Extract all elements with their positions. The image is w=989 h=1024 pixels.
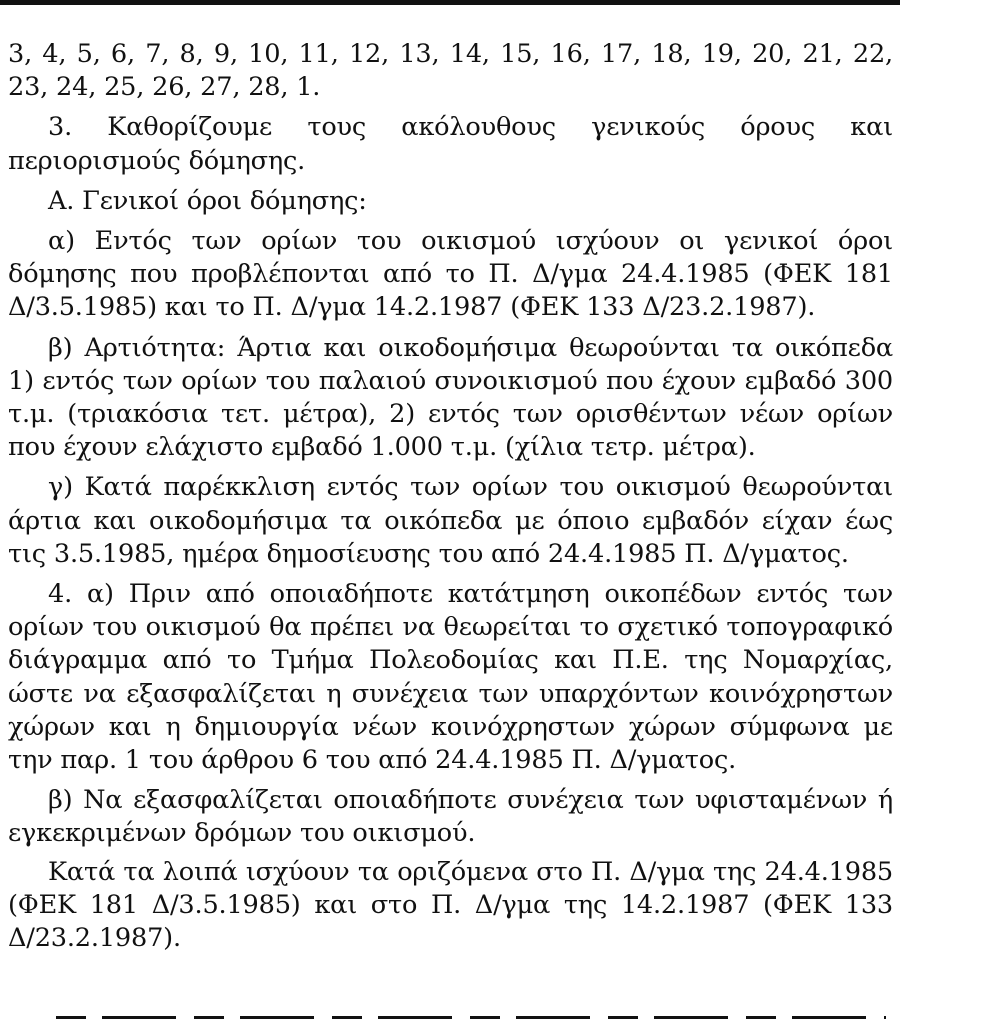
document-page-text	[8, 38, 893, 962]
cropped-text-line	[56, 1016, 886, 1019]
paragraph-general-terms-heading: Α. Γενικοί όροι δόμησης:	[48, 185, 367, 216]
cropped-next-line-fragment	[0, 1008, 989, 1024]
paragraph-number-list: 3, 4, 5, 6, 7, 8, 9, 10, 11, 12, 13, 14, 15, 16, 17, 18, 19, 20, 21, 22, 23, 24, 25, 26, 27, 28, 1.	[8, 39, 893, 103]
paragraph-gamma-exception: γ) Κατά παρέκκλιση εντός των ορίων του οικισμού θεωρούνται άρτια και οικοδομήσιμα τα οικόπεδα με όποιο εμβαδόν είχαν έως τις 3.5.1985, ημέρα δημοσίευσης του από 24.4.1985 Π. Δ/γματος.	[8, 472, 893, 569]
paragraph-section-4-beta: β) Να εξασφαλίζεται οποιαδήποτε συνέχεια των υφισταμένων ή εγκεκριμένων δρόμων του οικισμού.	[8, 785, 893, 849]
paragraph-remaining-provisions: Κατά τα λοιπά ισχύουν τα οριζόμενα στο Π. Δ/γμα της 24.4.1985 (ΦΕΚ 181 Δ/3.5.1985) και στο Π. Δ/γμα της 14.2.1987 (ΦΕΚ 133 Δ/23.2.1987).	[8, 856, 893, 954]
paragraph-alpha-terms: α) Εντός των ορίων του οικισμού ισχύουν οι γενικοί όροι δόμησης που προβλέπονται από το Π. Δ/γμα 24.4.1985 (ΦΕΚ 181 Δ/3.5.1985) και το Π. Δ/γμα 14.2.1987 (ΦΕΚ 133 Δ/23.2.1987).	[8, 226, 893, 323]
paragraph-section-4-alpha: 4. α) Πριν από οποιαδήποτε κατάτμηση οικοπέδων εντός των ορίων του οικισμού θα πρέπει να θεωρείται το σχετικό τοπογραφικό διάγραμμα από το Τμήμα Πολεοδομίας και Π.Ε. της Νομαρχίας, ώστε να εξασφαλίζεται η συνέχεια των υπαρχόντων κοινόχρηστων χώρων και η δημιουργία νέων κοινόχρηστων χώρων σύμφωνα με την παρ. 1 του άρθρου 6 του από 24.4.1985 Π. Δ/γματος.	[8, 579, 893, 776]
paragraph-section-3: 3. Καθορίζουμε τους ακόλουθους γενικούς όρους και περιορισμούς δόμησης.	[8, 112, 893, 176]
top-rule	[0, 0, 900, 5]
paragraph-beta-plot-area: β) Αρτιότητα: Άρτια και οικοδομήσιμα θεωρούνται τα οικόπεδα 1) εντός των ορίων του παλαιού συνοικισμού που έχουν εμβαδό 300 τ.μ. (τριακόσια τετ. μέτρα), 2) εντός των ορισθέντων νέων ορίων που έχουν ελάχιστο εμβαδό 1.000 τ.μ. (χίλια τετρ. μέτρα).	[8, 332, 893, 463]
